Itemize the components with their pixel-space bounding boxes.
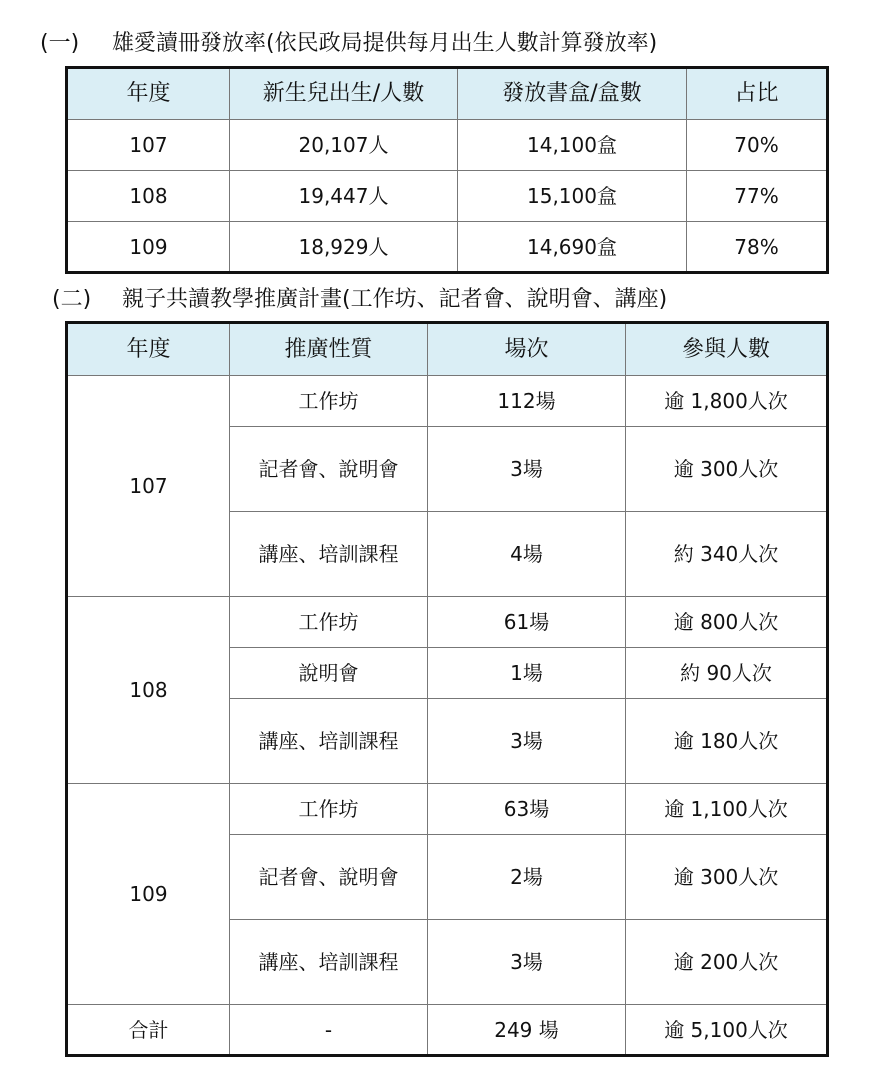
table-row [67, 171, 828, 222]
kind-text: 工作坊 [298, 797, 359, 821]
table-row [67, 597, 828, 648]
cell-births: 20,107人 [230, 120, 458, 171]
header-births: 新生兒出生/人數 [230, 68, 458, 120]
table-row [67, 376, 828, 427]
promotion-plan-table [65, 321, 829, 1057]
kind-text: 講座、培訓課程 [258, 950, 399, 974]
header-sessions: 場次 [428, 323, 626, 376]
distribution-rate-table [65, 66, 829, 274]
cell-people: 逾 180人次 [626, 699, 828, 784]
section-2-number: (二) [52, 287, 92, 312]
cell-ratio: 77% [687, 171, 828, 222]
table-row [67, 222, 828, 273]
table-row [67, 120, 828, 171]
kind-text: 講座、培訓課程 [258, 542, 399, 566]
cell-people: 逾 300人次 [626, 835, 828, 920]
cell-year: 107 [67, 120, 230, 171]
section-2-heading [52, 282, 667, 313]
header-year: 年度 [67, 323, 230, 376]
cell-sessions: 112場 [428, 376, 626, 427]
cell-sessions: 4場 [428, 512, 626, 597]
header-ratio: 占比 [687, 68, 828, 120]
cell-sessions: 63場 [428, 784, 626, 835]
cell-sessions: 3場 [428, 920, 626, 1005]
cell-kind [230, 784, 428, 835]
header-kind: 推廣性質 [230, 323, 428, 376]
cell-people: 逾 200人次 [626, 920, 828, 1005]
cell-people: 逾 300人次 [626, 427, 828, 512]
cell-ratio: 70% [687, 120, 828, 171]
cell-kind [230, 376, 428, 427]
cell-sessions: 2場 [428, 835, 626, 920]
kind-text: 記者會、說明會 [258, 457, 399, 481]
cell-sessions: 3場 [428, 427, 626, 512]
header-year: 年度 [67, 68, 230, 120]
cell-sessions: 3場 [428, 699, 626, 784]
cell-kind [230, 648, 428, 699]
cell-people: 逾 1,100人次 [626, 784, 828, 835]
cell-total-sessions: 249 場 [428, 1005, 626, 1056]
cell-kind [230, 427, 428, 512]
cell-year: 107 [67, 376, 230, 597]
cell-kind [230, 835, 428, 920]
kind-text: 工作坊 [298, 610, 359, 634]
cell-total-people: 逾 5,100人次 [626, 1005, 828, 1056]
cell-people: 逾 800人次 [626, 597, 828, 648]
total-row [67, 1005, 828, 1056]
cell-year: 108 [67, 597, 230, 784]
section-1-title: 雄愛讀冊發放率(依民政局提供每月出生人數計算發放率) [112, 31, 658, 56]
kind-text: 講座、培訓課程 [258, 729, 399, 753]
table-row [67, 784, 828, 835]
cell-kind [230, 699, 428, 784]
kind-text: 工作坊 [298, 389, 359, 413]
kind-text: 說明會 [298, 661, 359, 685]
section-2-title: 親子共讀教學推廣計畫(工作坊、記者會、說明會、講座) [122, 287, 668, 312]
cell-kind [230, 597, 428, 648]
kind-text: 記者會、說明會 [258, 865, 399, 889]
cell-births: 18,929人 [230, 222, 458, 273]
table-header-row [67, 68, 828, 120]
cell-boxes: 14,690盒 [458, 222, 687, 273]
cell-people: 逾 1,800人次 [626, 376, 828, 427]
cell-year: 109 [67, 784, 230, 1005]
cell-people: 約 340人次 [626, 512, 828, 597]
cell-total-label: 合計 [67, 1005, 230, 1056]
cell-sessions: 1場 [428, 648, 626, 699]
cell-births: 19,447人 [230, 171, 458, 222]
cell-boxes: 15,100盒 [458, 171, 687, 222]
cell-year: 109 [67, 222, 230, 273]
table-header-row [67, 323, 828, 376]
section-1-heading [40, 26, 657, 57]
header-people: 參與人數 [626, 323, 828, 376]
header-boxes: 發放書盒/盒數 [458, 68, 687, 120]
cell-boxes: 14,100盒 [458, 120, 687, 171]
cell-people: 約 90人次 [626, 648, 828, 699]
cell-year: 108 [67, 171, 230, 222]
cell-ratio: 78% [687, 222, 828, 273]
cell-kind [230, 920, 428, 1005]
cell-kind [230, 512, 428, 597]
cell-total-kind: - [230, 1005, 428, 1056]
section-1-number: (一) [40, 31, 80, 56]
cell-sessions: 61場 [428, 597, 626, 648]
